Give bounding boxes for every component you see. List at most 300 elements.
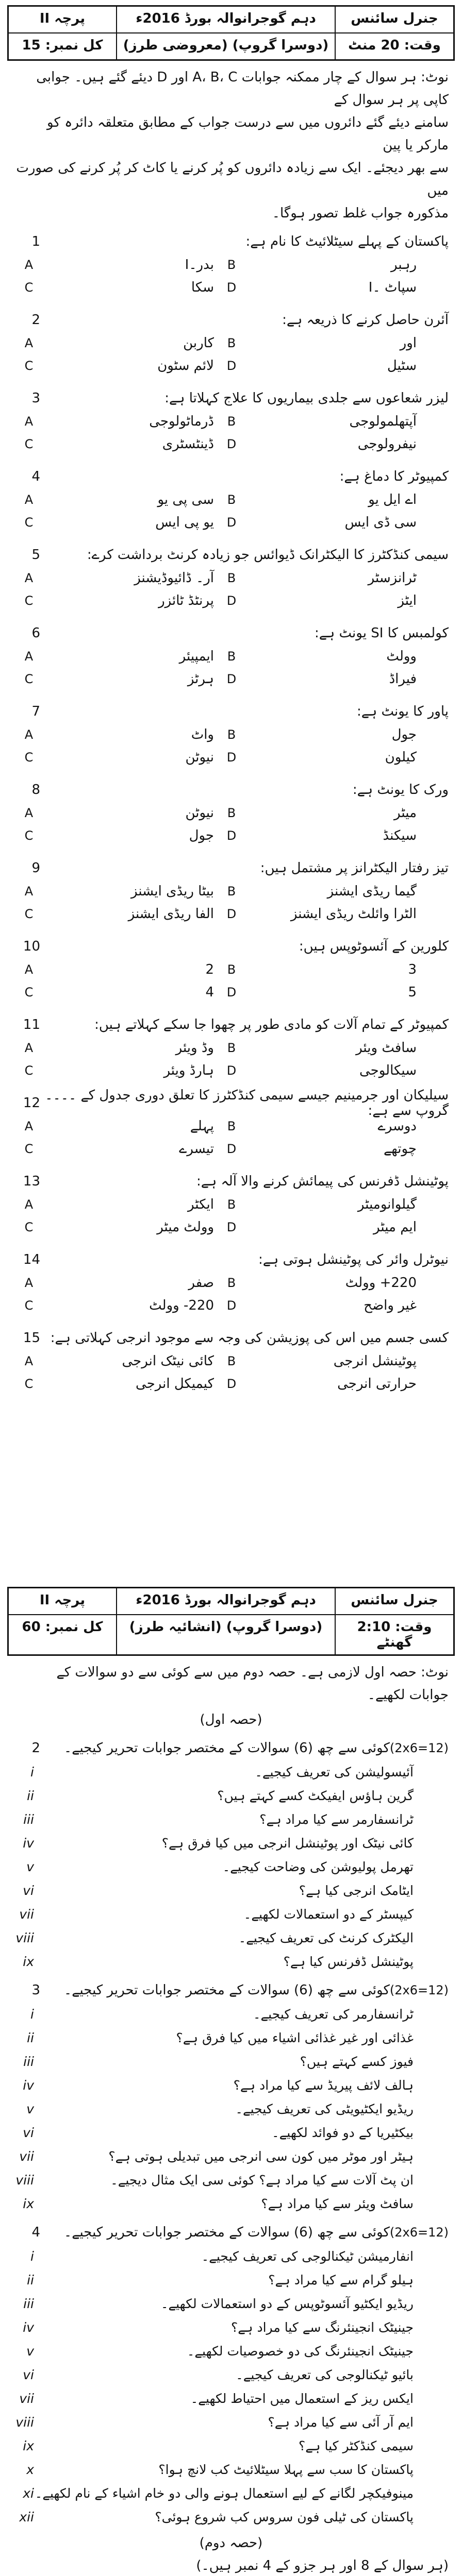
question-text: کولمبس کا SI یونٹ ہے: xyxy=(315,625,449,641)
mcq-option[interactable] xyxy=(219,354,422,377)
option-text: 220+ وولٹ xyxy=(345,1275,417,1291)
option-letter: A xyxy=(24,414,34,429)
option-letter: C xyxy=(24,437,34,451)
question-text: کمپیوٹر کا دماغ ہے: xyxy=(339,469,449,484)
mcq-question-head xyxy=(7,935,455,958)
mcq-option[interactable] xyxy=(219,981,422,1004)
option-text: نیوٹن xyxy=(185,750,214,765)
short-question xyxy=(7,2121,455,2144)
mcq-question-head xyxy=(7,700,455,723)
mcq-option[interactable] xyxy=(16,567,219,589)
mcq-option[interactable] xyxy=(219,589,422,612)
sub-number: vi xyxy=(23,2367,34,2382)
subjective-paper xyxy=(7,1587,455,2576)
question-number: 12 xyxy=(23,1095,40,1111)
option-letter: B xyxy=(227,571,236,585)
mcq-option[interactable] xyxy=(219,1350,422,1372)
option-text: چوتھے xyxy=(384,1141,417,1157)
option-letter: C xyxy=(24,359,34,373)
sub-question-text: آئیسولیشن کی تعریف کیجیے۔ xyxy=(255,1764,414,1780)
question-text: ورک کا یونٹ ہے: xyxy=(352,782,449,798)
mcq-question xyxy=(7,1013,455,1082)
short-question xyxy=(7,2168,455,2192)
mcq-options xyxy=(7,645,455,690)
short-section-head xyxy=(7,1736,455,1760)
short-question xyxy=(7,1784,455,1807)
sub-number: iii xyxy=(23,2296,34,2311)
mcq-question-head xyxy=(7,621,455,645)
sub-number: x xyxy=(26,2462,34,2477)
option-text: تیسرے xyxy=(179,1141,214,1157)
sub-question-text: فیوز کسے کہتے ہیں؟ xyxy=(300,2054,414,2069)
sub-number: ix xyxy=(23,1954,34,1969)
question-number: 14 xyxy=(23,1252,40,1267)
option-text: نیفرولوجی xyxy=(357,436,417,452)
sub-question-text: مینوفیکچر لگانے کے لیے استعمال ہونے والی دو خام اشیاء کے نام لکھیے۔ xyxy=(35,2485,414,2501)
mcq-question-head xyxy=(7,1326,455,1350)
sub-question-text: بائیو ٹیکنالوجی کی تعریف کیجیے۔ xyxy=(236,2367,414,2382)
option-letter: B xyxy=(227,1119,236,1133)
sub-number: v xyxy=(26,2343,34,2359)
mcq-option[interactable] xyxy=(219,723,422,746)
sub-number: viii xyxy=(15,2414,34,2430)
option-letter: C xyxy=(24,1377,34,1391)
mcq-option[interactable] xyxy=(16,1037,219,1059)
mcq-options xyxy=(7,488,455,534)
mcq-option[interactable] xyxy=(219,1272,422,1294)
option-letter: C xyxy=(24,672,34,686)
paper-number: پرچہ II xyxy=(8,6,117,33)
sub-number: vii xyxy=(19,2391,34,2406)
option-letter: A xyxy=(24,258,34,272)
option-letter: D xyxy=(226,437,237,451)
short-question xyxy=(7,2505,455,2529)
short-question xyxy=(7,2363,455,2386)
mcq-option[interactable] xyxy=(16,1216,219,1239)
mcq-question xyxy=(7,543,455,612)
mcq-question xyxy=(7,621,455,690)
option-text: 2 xyxy=(205,962,214,977)
mcq-option[interactable] xyxy=(219,1294,422,1317)
option-text: رہبر xyxy=(391,257,417,273)
option-text: سیکنڈ xyxy=(383,828,417,843)
sub-number: iii xyxy=(23,1811,34,1827)
mcq-option[interactable] xyxy=(219,1037,422,1059)
option-text: وڈ ویئر xyxy=(175,1040,214,1056)
mcq-option[interactable] xyxy=(219,488,422,511)
mcq-option[interactable] xyxy=(219,1138,422,1160)
option-text: گیما ریڈی ایشنز xyxy=(327,884,417,899)
option-letter: D xyxy=(226,1298,237,1313)
mcq-option[interactable] xyxy=(219,880,422,903)
short-question xyxy=(7,2339,455,2363)
short-question xyxy=(7,2434,455,2458)
sub-number: vi xyxy=(23,2125,34,2140)
objective-header xyxy=(7,5,455,61)
section-instruction: کوئی سے چھ (6) سوالات کے مختصر جوابات تحریر کیجیے۔ xyxy=(63,1982,390,1998)
short-question xyxy=(7,1950,455,1973)
option-text: میٹر xyxy=(394,805,417,821)
option-text: ڈرماٹولوجی xyxy=(149,414,214,429)
sub-number: vii xyxy=(19,2148,34,2164)
mcq-option[interactable] xyxy=(219,668,422,690)
sub-question-text: پاکستان کی ٹیلی فون سروس کب شروع ہوئی؟ xyxy=(155,2509,414,2524)
option-letter: D xyxy=(226,1377,237,1391)
option-text: کائی نیٹک انرجی xyxy=(122,1353,214,1369)
sub-question-text: پاکستان کا سب سے پہلا سیٹلائیٹ کب لانچ ہوا؟ xyxy=(158,2462,414,2477)
question-number: 4 xyxy=(31,469,40,484)
option-text: آپتھلمولوجی xyxy=(349,414,417,429)
mcq-option[interactable] xyxy=(16,645,219,668)
mcq-options xyxy=(7,1272,455,1317)
option-text: کاربن xyxy=(183,335,214,351)
option-letter: C xyxy=(24,594,34,608)
option-letter: B xyxy=(227,414,236,429)
option-letter: D xyxy=(226,1220,237,1234)
sub-number: i xyxy=(30,2248,34,2264)
option-letter: A xyxy=(24,649,34,664)
short-section xyxy=(7,2221,455,2529)
question-text: کمپیوٹر کے تمام آلات کو مادی طور پر چھوا جا سکے کہلاتے ہیں: xyxy=(94,1017,449,1032)
mcq-option[interactable] xyxy=(219,1115,422,1138)
short-question xyxy=(7,1855,455,1878)
short-question-sections xyxy=(7,1736,455,2529)
mcq-options xyxy=(7,802,455,847)
option-text: اور xyxy=(400,335,417,351)
mcq-options xyxy=(7,1115,455,1160)
mcq-option[interactable] xyxy=(219,1193,422,1216)
mcq-question-head xyxy=(7,1248,455,1272)
option-letter: D xyxy=(226,359,237,373)
option-letter: D xyxy=(226,1142,237,1156)
option-text: سٹیل xyxy=(387,358,417,374)
paper-type: (دوسرا گروپ) (معروضی طرز) xyxy=(117,33,335,60)
option-letter: A xyxy=(24,962,34,977)
mcq-option[interactable] xyxy=(219,824,422,847)
mcq-option[interactable] xyxy=(219,567,422,589)
sub-question-text: انفارمیشن ٹیکنالوجی کی تعریف کیجیے۔ xyxy=(201,2248,414,2264)
sub-number: xii xyxy=(19,2509,34,2524)
board-title: دہم گوجرانوالہ بورڈ 2016ء xyxy=(117,1588,335,1615)
total-marks: کل نمبر: 15 xyxy=(8,33,117,60)
option-letter: B xyxy=(227,258,236,272)
question-text: کلورین کے آئسوٹوپس ہیں: xyxy=(299,939,449,954)
option-letter: C xyxy=(24,515,34,530)
short-question xyxy=(7,2073,455,2097)
sub-number: ii xyxy=(27,2272,34,2287)
sub-number: ix xyxy=(23,2438,34,2453)
mcq-option[interactable] xyxy=(16,880,219,903)
option-text: غیر واضح xyxy=(364,1298,417,1313)
sub-question-text: ریڈیو ایکٹیو آئسوٹوپس کے دو استعمالات لکھیے۔ xyxy=(160,2296,414,2311)
option-text: ڈینٹسٹری xyxy=(162,436,214,452)
mcq-option[interactable] xyxy=(16,589,219,612)
sub-number: iv xyxy=(23,2319,34,2335)
option-text: سکا xyxy=(191,280,214,295)
paper-number: پرچہ II xyxy=(8,1588,117,1615)
question-text: کسی جسم میں اس کی پوزیشن کی وجہ سے موجود انرجی کہلاتی ہے: xyxy=(50,1330,449,1346)
mcq-option[interactable] xyxy=(16,1115,219,1138)
question-text: پوٹینشل ڈفرنس کی پیمائش کرنے والا آلہ ہے: xyxy=(196,1174,449,1189)
mcq-option[interactable] xyxy=(219,645,422,668)
mcq-question-head xyxy=(7,386,455,410)
question-text: سیلیکان اور جرمینیم جیسے سیمی کنڈکٹرز کا تعلق دوری جدول کے ۔۔۔۔ گروپ سے ہے: xyxy=(45,1088,449,1118)
option-text: ایٹز xyxy=(398,593,417,608)
mcq-question-head xyxy=(7,778,455,802)
short-question xyxy=(7,2315,455,2339)
short-question xyxy=(7,2244,455,2268)
sub-number: v xyxy=(26,1859,34,1874)
mcq-option[interactable] xyxy=(16,903,219,925)
subject-title: جنرل سائنس xyxy=(335,6,454,33)
question-number: 3 xyxy=(31,391,40,406)
question-number: 13 xyxy=(23,1174,40,1189)
mcq-option[interactable] xyxy=(219,433,422,455)
option-letter: A xyxy=(24,571,34,585)
option-letter: D xyxy=(226,750,237,765)
option-letter: C xyxy=(24,828,34,843)
sub-question-text: جینیٹک انجینئرنگ کی دو خصوصیات لکھیے۔ xyxy=(187,2343,414,2359)
option-text: وولٹ میٹر xyxy=(157,1219,214,1235)
mcq-option[interactable] xyxy=(16,1193,219,1216)
question-number: 4 xyxy=(31,2225,40,2240)
section-marks: (2x6=12) xyxy=(389,2225,449,2240)
mcq-options xyxy=(7,1193,455,1239)
option-text: 5 xyxy=(408,985,417,1000)
option-text: سی ڈی ایس xyxy=(344,515,417,530)
question-number: 3 xyxy=(31,1982,40,1998)
short-question xyxy=(7,1902,455,1926)
instructions: نوٹ: ہر سوال کے چار ممکنہ جوابات A، B، C اور D دیئے گئے ہیں۔ جوابی کاپی پر ہر سوال کے سامنے دیئے گئے دائروں میں سے درست جواب کے مطابق متعلقہ دائرہ کو مارکر یا پین سے بھر دیجئے۔ ایک سے زیادہ دائروں کو پُر کرنے یا کاٹ کر پُر کرنے کی صورت میں مذکورہ جواب غلط تصور ہوگا۔ xyxy=(16,70,449,221)
option-letter: B xyxy=(227,336,236,350)
mcq-option[interactable] xyxy=(219,1372,422,1395)
part2-note: (ہر سوال کے 8 اور ہر جزو کے 4 نمبر ہیں۔) xyxy=(196,2558,449,2573)
short-question xyxy=(7,1760,455,1784)
sub-number: vii xyxy=(19,1906,34,1922)
option-text: لائم سٹون xyxy=(157,358,214,374)
short-question xyxy=(7,1831,455,1855)
mcq-options xyxy=(7,567,455,612)
option-letter: D xyxy=(226,828,237,843)
option-letter: B xyxy=(227,493,236,507)
option-text: کیمیکل انرجی xyxy=(136,1376,214,1392)
question-number: 8 xyxy=(31,782,40,798)
sub-question-text: جینیٹک انجینئرنگ سے کیا مراد ہے؟ xyxy=(230,2319,414,2335)
option-letter: A xyxy=(24,1354,34,1368)
option-text: واٹ xyxy=(191,727,214,742)
mcq-option[interactable] xyxy=(16,981,219,1004)
sub-number: iii xyxy=(23,2054,34,2069)
mcq-option[interactable] xyxy=(16,276,219,299)
mcq-question xyxy=(7,700,455,769)
time-allowed: وقت: 2:10 گھنٹے xyxy=(335,1615,454,1655)
option-text: حرارتی انرجی xyxy=(337,1376,417,1392)
sub-question-text: کائی نیٹک اور پوٹینشل انرجی میں کیا فرق ہے؟ xyxy=(161,1835,414,1851)
option-text: نیوٹن xyxy=(185,805,214,821)
mcq-options xyxy=(7,332,455,377)
mcq-list xyxy=(7,230,455,1395)
mcq-option[interactable] xyxy=(219,253,422,276)
option-letter: D xyxy=(226,1063,237,1078)
sub-question-text: گرین ہاؤس ایفیکٹ کسے کہتے ہیں؟ xyxy=(217,1788,414,1803)
time-allowed: وقت: 20 منٹ xyxy=(335,33,454,60)
option-letter: A xyxy=(24,727,34,742)
mcq-option[interactable] xyxy=(16,433,219,455)
mcq-option[interactable] xyxy=(16,1059,219,1082)
option-letter: C xyxy=(24,1063,34,1078)
mcq-question xyxy=(7,778,455,847)
short-question xyxy=(7,2192,455,2215)
mcq-option[interactable] xyxy=(16,1350,219,1372)
short-section-head xyxy=(7,1978,455,2002)
question-number: 7 xyxy=(31,704,40,719)
option-letter: A xyxy=(24,336,34,350)
subjective-header xyxy=(7,1587,455,1656)
mcq-option[interactable] xyxy=(219,1059,422,1082)
mcq-option[interactable] xyxy=(16,253,219,276)
option-text: کیلون xyxy=(385,750,417,765)
option-letter: A xyxy=(24,806,34,820)
option-text: الٹرا وائلٹ ریڈی ایشنز xyxy=(290,906,417,922)
mcq-option[interactable] xyxy=(219,1216,422,1239)
short-question xyxy=(7,2026,455,2049)
question-number: 1 xyxy=(31,234,40,249)
mcq-option[interactable] xyxy=(16,511,219,534)
mcq-option[interactable] xyxy=(16,332,219,354)
mcq-options xyxy=(7,958,455,1004)
mcq-option[interactable] xyxy=(219,410,422,433)
question-text: پاور کا یونٹ ہے: xyxy=(356,704,449,719)
total-marks: کل نمبر: 60 xyxy=(8,1615,117,1655)
mcq-option[interactable] xyxy=(16,1138,219,1160)
mcq-question xyxy=(7,308,455,377)
mcq-option[interactable] xyxy=(219,511,422,534)
option-letter: B xyxy=(227,1197,236,1212)
option-letter: B xyxy=(227,806,236,820)
option-text: سپاٹ ۔I xyxy=(368,280,417,295)
question-number: 15 xyxy=(23,1330,40,1346)
option-text: 220- وولٹ xyxy=(149,1298,214,1313)
board-title: دہم گوجرانوالہ بورڈ 2016ء xyxy=(117,6,335,33)
mcq-option[interactable] xyxy=(219,332,422,354)
option-letter: A xyxy=(24,1197,34,1212)
sub-number: ii xyxy=(27,2030,34,2045)
question-number: 2 xyxy=(31,312,40,328)
part1-title: (حصہ اول) xyxy=(200,1712,262,1727)
mcq-option[interactable] xyxy=(219,276,422,299)
short-question xyxy=(7,2292,455,2315)
mcq-option[interactable] xyxy=(16,1372,219,1395)
mcq-option[interactable] xyxy=(16,488,219,511)
short-question xyxy=(7,2268,455,2292)
mcq-option[interactable] xyxy=(16,354,219,377)
mcq-question-head xyxy=(7,230,455,253)
option-text: دوسرے xyxy=(377,1118,417,1134)
option-text: ہرٹز xyxy=(187,671,214,687)
mcq-option[interactable] xyxy=(16,824,219,847)
sub-question-text: غذائی اور غیر غذائی اشیاء میں کیا فرق ہے؟ xyxy=(176,2030,414,2045)
option-text: پوٹینشل انرجی xyxy=(333,1353,417,1369)
mcq-question xyxy=(7,386,455,455)
short-question xyxy=(7,2386,455,2410)
mcq-option[interactable] xyxy=(16,746,219,769)
sub-number: i xyxy=(30,2006,34,2022)
option-letter: D xyxy=(226,672,237,686)
short-question xyxy=(7,2049,455,2073)
sub-question-text: ان پٹ آلات سے کیا مراد ہے؟ کوئی سی ایک مثال دیجیے۔ xyxy=(110,2172,414,2188)
option-text: بیٹا ریڈی ایشنز xyxy=(130,884,214,899)
mcq-option[interactable] xyxy=(16,1294,219,1317)
option-text: جول xyxy=(189,828,214,843)
section-marks: (2x6=12) xyxy=(389,1983,449,1997)
option-letter: B xyxy=(227,727,236,742)
mcq-question-head xyxy=(7,1170,455,1193)
sub-question-text: سیمی کنڈکٹر کیا ہے؟ xyxy=(298,2438,414,2453)
option-text: اے ایل یو xyxy=(368,492,417,507)
mcq-question xyxy=(7,935,455,1004)
option-letter: A xyxy=(24,493,34,507)
mcq-options xyxy=(7,723,455,769)
subject-title: جنرل سائنس xyxy=(335,1588,454,1615)
paper-type: (دوسرا گروپ) (انشائیہ طرز) xyxy=(117,1615,335,1655)
mcq-question-head xyxy=(7,465,455,488)
option-text: جول xyxy=(391,727,417,742)
sub-number: viii xyxy=(15,2172,34,2188)
sub-question-text: بیکٹیریا کے دو فوائد لکھیے۔ xyxy=(272,2125,414,2140)
option-text: ایکٹر xyxy=(187,1197,214,1212)
short-question xyxy=(7,2458,455,2481)
mcq-option[interactable] xyxy=(16,723,219,746)
section-instruction: کوئی سے چھ (6) سوالات کے مختصر جوابات تحریر کیجیے۔ xyxy=(63,2225,390,2240)
mcq-question-head xyxy=(7,543,455,567)
mcq-option[interactable] xyxy=(219,903,422,925)
mcq-option[interactable] xyxy=(16,410,219,433)
mcq-options xyxy=(7,410,455,455)
option-letter: A xyxy=(24,884,34,899)
mcq-option[interactable] xyxy=(219,746,422,769)
option-letter: B xyxy=(227,649,236,664)
question-text: سیمی کنڈکٹرز کا الیکٹرانک ڈیوائس جو زیادہ کرنٹ برداشت کرے: xyxy=(87,547,449,563)
mcq-option[interactable] xyxy=(219,958,422,981)
sub-question-text: ہیلو گرام سے کیا مراد ہے؟ xyxy=(268,2272,414,2287)
option-letter: D xyxy=(226,515,237,530)
mcq-option[interactable] xyxy=(16,668,219,690)
option-text: سی پی یو xyxy=(157,492,214,507)
mcq-option[interactable] xyxy=(16,802,219,824)
short-section xyxy=(7,1736,455,1973)
short-section xyxy=(7,1978,455,2215)
mcq-option[interactable] xyxy=(16,1272,219,1294)
option-text: فیراڈ xyxy=(389,671,417,687)
mcq-option[interactable] xyxy=(219,802,422,824)
option-letter: C xyxy=(24,1220,34,1234)
option-text: یو پی ایس xyxy=(155,515,214,530)
sub-number: xi xyxy=(23,2485,34,2501)
mcq-option[interactable] xyxy=(16,958,219,981)
option-text: 3 xyxy=(408,962,417,977)
mcq-question xyxy=(7,1088,455,1160)
sub-number: i xyxy=(30,1764,34,1780)
mcq-question xyxy=(7,1170,455,1239)
sub-number: ii xyxy=(27,1788,34,1803)
option-letter: B xyxy=(227,962,236,977)
option-text: وولٹ xyxy=(386,649,417,664)
option-letter: C xyxy=(24,1142,34,1156)
sub-question-text: ریڈیو ایکٹیویٹی کی تعریف کیجیے۔ xyxy=(235,2101,414,2116)
sub-question-text: ہیٹر اور موٹر میں کون سی انرجی میں تبدیلی ہوتی ہے؟ xyxy=(108,2148,414,2164)
section-instruction: کوئی سے چھ (6) سوالات کے مختصر جوابات تحریر کیجیے۔ xyxy=(63,1740,390,1756)
question-number: 10 xyxy=(23,939,40,954)
